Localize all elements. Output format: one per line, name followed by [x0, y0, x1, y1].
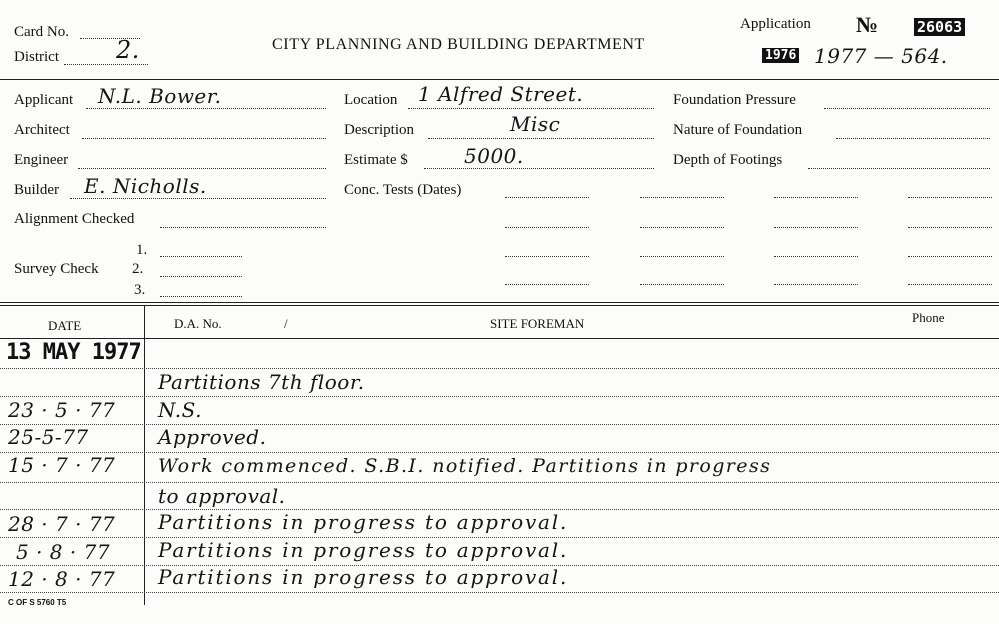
application-label: Application — [740, 16, 811, 32]
conc-dot-r4c4 — [908, 284, 992, 285]
header-divider — [0, 79, 999, 80]
row-4-date: 15 · 7 · 77 — [8, 453, 116, 477]
survey-num-1: 1. — [136, 242, 148, 258]
phone-header: Phone — [912, 310, 945, 325]
row-8-text: Partitions in progress to approval. — [158, 565, 569, 589]
foundation-pressure-dotline — [824, 108, 990, 109]
engineer-label: Engineer — [14, 152, 69, 168]
conc-dot-r1c3 — [774, 197, 858, 198]
estimate-value: 5000. — [464, 144, 524, 168]
nature-foundation-dotline — [836, 138, 990, 139]
applicant-label: Applicant — [14, 92, 74, 108]
row-3-rule — [0, 452, 999, 453]
row-4-rule — [0, 482, 999, 483]
conc-dot-r4c3 — [774, 284, 858, 285]
table-top-rule-2 — [0, 305, 999, 306]
row-6-text: Partitions in progress to approval. — [158, 510, 569, 534]
engineer-dotline — [78, 168, 326, 169]
da-slash: / — [284, 316, 288, 331]
year-stamp: 1976 — [762, 48, 799, 63]
architect-label: Architect — [14, 122, 70, 138]
row-8-rule — [0, 592, 999, 593]
row-1-text: Partitions 7th floor. — [158, 370, 365, 394]
survey-num-2: 2. — [132, 261, 144, 277]
row-0-rule — [0, 368, 999, 369]
alignment-label: Alignment Checked — [14, 211, 135, 227]
survey-label: Survey Check — [14, 261, 99, 277]
conc-dot-r1c1 — [505, 197, 589, 198]
alignment-dotline — [160, 227, 326, 228]
row-2-text: N.S. — [158, 398, 202, 422]
conc-dot-r3c3 — [774, 256, 858, 257]
location-dotline — [408, 108, 654, 109]
builder-dotline — [70, 198, 326, 199]
foundation-pressure-label: Foundation Pressure — [673, 92, 796, 108]
application-number: 26063 — [914, 18, 965, 36]
conc-dot-r3c1 — [505, 256, 589, 257]
survey-dotline-1 — [160, 256, 242, 257]
application-ref: 1977 — 564. — [814, 44, 948, 68]
estimate-dotline — [424, 168, 654, 169]
builder-value: E. Nicholls. — [84, 174, 207, 198]
district-value: 2. — [116, 36, 140, 64]
conc-dot-r2c3 — [774, 227, 858, 228]
conc-dot-r1c2 — [640, 197, 724, 198]
conc-dot-r4c1 — [505, 284, 589, 285]
conc-dot-r1c4 — [908, 197, 992, 198]
row-2-date: 23 · 5 · 77 — [8, 398, 116, 422]
row-2-rule — [0, 424, 999, 425]
row-7-text: Partitions in progress to approval. — [158, 538, 569, 562]
conc-dot-r3c4 — [908, 256, 992, 257]
card-no-label: Card No. — [14, 24, 69, 40]
depth-footings-label: Depth of Footings — [673, 152, 783, 168]
location-value: 1 Alfred Street. — [418, 82, 584, 106]
department-title: CITY PLANNING AND BUILDING DEPARTMENT — [272, 36, 645, 53]
description-value: Misc — [510, 112, 561, 136]
conc-dot-r2c4 — [908, 227, 992, 228]
conc-tests-label: Conc. Tests (Dates) — [344, 182, 462, 198]
survey-num-3: 3. — [134, 282, 146, 298]
row-5-text: to approval. — [158, 484, 286, 508]
number-symbol: № — [856, 12, 879, 37]
district-dotline — [64, 64, 148, 65]
conc-dot-r4c2 — [640, 284, 724, 285]
builder-label: Builder — [14, 182, 59, 198]
form-code: C OF S 5760 T5 — [8, 598, 67, 607]
conc-dot-r2c1 — [505, 227, 589, 228]
row-7-date: 5 · 8 · 77 — [16, 540, 111, 564]
date-header: DATE — [48, 318, 82, 333]
nature-foundation-label: Nature of Foundation — [673, 122, 803, 138]
date-column-divider — [144, 305, 145, 605]
survey-dotline-3 — [160, 296, 242, 297]
depth-footings-dotline — [808, 168, 990, 169]
row-3-date: 25-5-77 — [8, 425, 89, 449]
location-label: Location — [344, 92, 398, 108]
table-header-rule — [0, 338, 999, 339]
survey-dotline-2 — [160, 276, 242, 277]
row-6-date: 28 · 7 · 77 — [8, 512, 116, 536]
district-label: District — [14, 49, 59, 65]
row-1-rule — [0, 396, 999, 397]
row-0-date: 13 MAY 1977 — [6, 340, 141, 365]
description-label: Description — [344, 122, 414, 138]
site-foreman-header: SITE FOREMAN — [490, 316, 585, 331]
conc-dot-r2c2 — [640, 227, 724, 228]
architect-dotline — [82, 138, 326, 139]
conc-dot-r3c2 — [640, 256, 724, 257]
description-dotline — [428, 138, 654, 139]
applicant-value: N.L. Bower. — [98, 84, 222, 108]
da-header: D.A. No. — [174, 316, 222, 331]
applicant-dotline — [86, 108, 326, 109]
table-top-rule — [0, 302, 999, 303]
row-3-text: Approved. — [158, 425, 267, 449]
estimate-label: Estimate $ — [344, 152, 408, 168]
row-4-text: Work commenced. S.B.I. notified. Partitions in progress — [158, 455, 772, 477]
row-8-date: 12 · 8 · 77 — [8, 567, 116, 591]
